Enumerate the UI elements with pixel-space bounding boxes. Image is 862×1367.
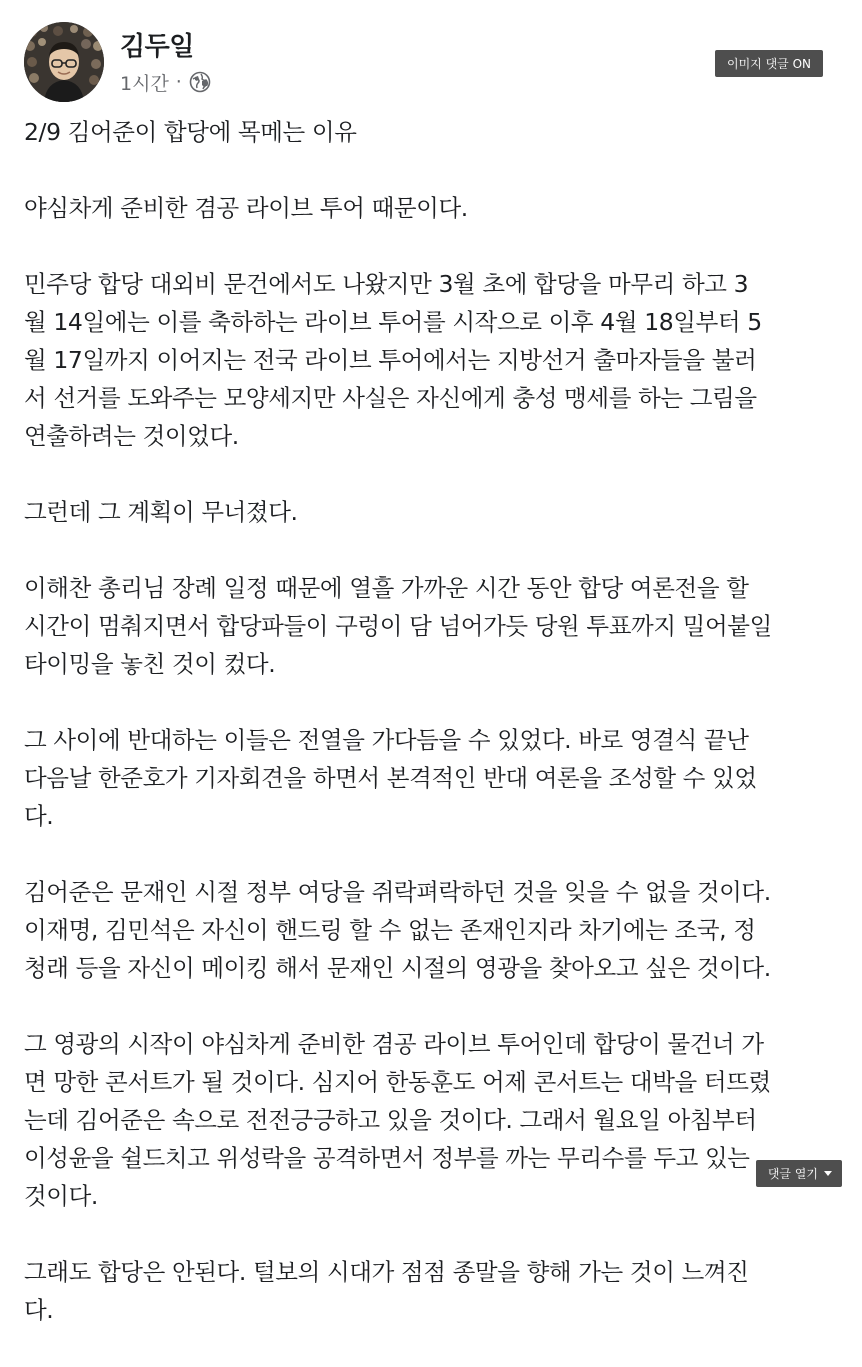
post-paragraph: 그런데 그 계획이 무너졌다. (24, 498, 298, 526)
post-meta (120, 68, 211, 96)
globe-icon[interactable] (189, 71, 211, 93)
post-paragraph-title: 2/9 김어준이 합당에 목메는 이유 (24, 118, 357, 146)
post-timestamp[interactable]: 1시간 (120, 72, 169, 95)
avatar-image (24, 22, 104, 102)
caret-down-icon (824, 1171, 832, 1176)
post-header (24, 22, 844, 104)
post-paragraph: 그래도 합당은 안된다. 털보의 시대가 점점 종말을 향해 가는 것이 느껴진 다. (24, 1258, 749, 1324)
image-comment-toggle-button[interactable]: 이미지 댓글 ON (715, 50, 823, 77)
post-body (24, 113, 824, 1367)
post-paragraph: 김어준은 문재인 시절 정부 여당을 쥐락펴락하던 것을 잊을 수 없을 것이다. 이재명, 김민석은 자신이 핸드링 할 수 없는 존재인지라 차기에는 조국, 정 청래 등을 자신이 메이킹 해서 문재인 시절의 영광을 찾아오고 싶은 것이다. (24, 878, 771, 982)
post-paragraph: 이해찬 총리님 장례 일정 때문에 열흘 가까운 시간 동안 합당 여론전을 할 시간이 멈춰지면서 합당파들이 구렁이 담 넘어가듯 당원 투표까지 밀어붙일 타이밍을 놓친 것이 컸다. (24, 574, 772, 678)
meta-separator: · (175, 71, 182, 93)
open-comments-button[interactable] (756, 1160, 842, 1187)
author-name[interactable]: 김두일 (120, 32, 194, 62)
post-paragraph: 민주당 합당 대외비 문건에서도 나왔지만 3월 초에 합당을 마무리 하고 3 월 14일에는 이를 축하하는 라이브 투어를 시작으로 이후 4월 18일부터 5 월 17일까지 이어지는 전국 라이브 투어에서는 지방선거 출마자들을 불러 서 선거를 도와주는 모양세지만 사실은 자신에게 충성 맹세를 하는 그림을 연출하려는 것이었다. (24, 270, 762, 450)
avatar[interactable] (24, 22, 104, 102)
post-paragraph: 야심차게 준비한 겸공 라이브 투어 때문이다. (24, 194, 468, 222)
post-paragraph: 그 사이에 반대하는 이들은 전열을 가다듬을 수 있었다. 바로 영결식 끝난 다음날 한준호가 기자회견을 하면서 본격적인 반대 여론을 조성할 수 있었 다. (24, 726, 757, 830)
open-comments-label: 댓글 열기 (767, 1167, 818, 1181)
post-paragraph: 그 영광의 시작이 야심차게 준비한 겸공 라이브 투어인데 합당이 물건너 가 면 망한 콘서트가 될 것이다. 심지어 한동훈도 어제 콘서트는 대박을 터뜨렸 는데 김어준은 속으로 전전긍긍하고 있을 것이다. 그래서 월요일 아침부터 이성윤을 쉴드치고 위성락을 공격하면서 정부를 까는 무리수를 두고 있는 것이다. (24, 1030, 771, 1210)
